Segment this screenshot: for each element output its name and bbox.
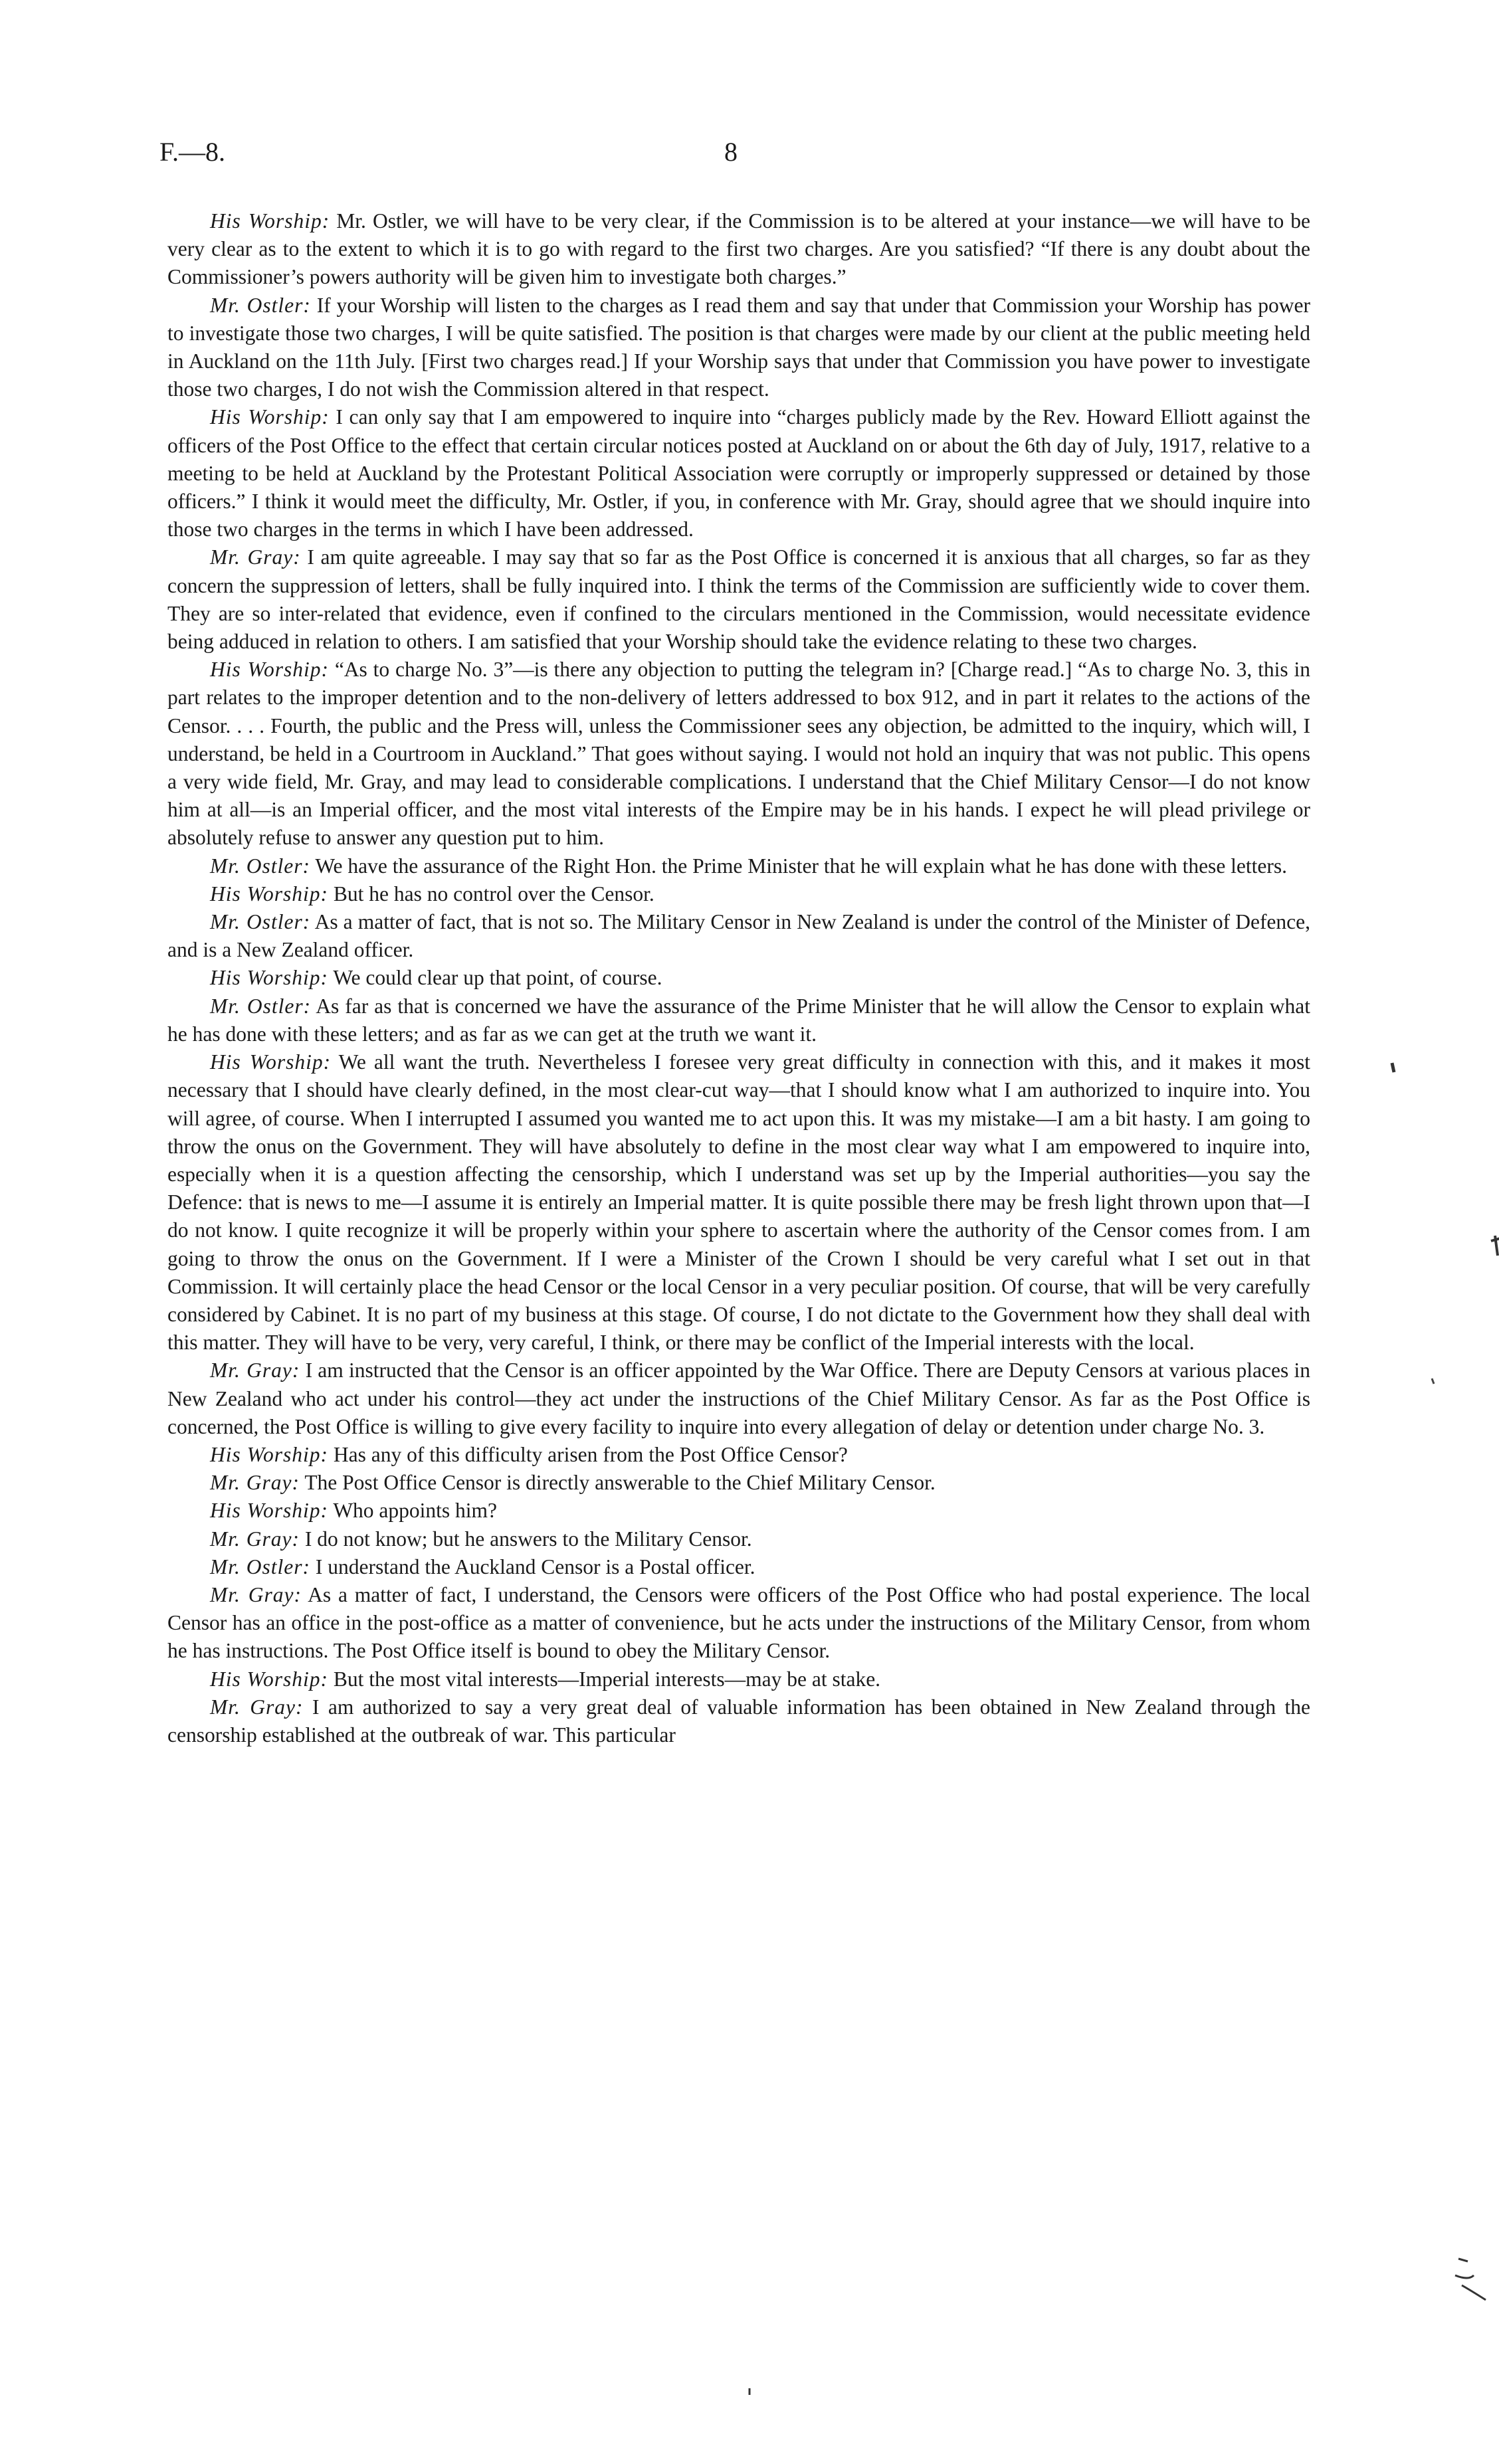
speaker: Mr. Ostler: (210, 1555, 310, 1578)
paragraph-text: “As to charge No. 3”—is there any objection to putting the telegram in? [Charge read.] “As to charge No. 3, this in part relates to the improper detention and to the non-delivery of letters addressed to box 912, and in part it relates to the actions of the Censor. . . . Fourth, the public and the Press will, unless the Commissioner sees any objection, be admitted to the inquiry, which will, I understand, be held in a Courtroom in Auckland.” That goes without saying. I would not hold an inquiry that was not public. This opens a very wide field, Mr. Gray, and may lead to considerable complications. I understand that the Chief Military Censor—I do not know him at all—is an Imperial officer, and the most vital interests of the Empire may be in his hands. I expect he will plead privilege or absolutely refuse to answer any question put to him. (167, 658, 1310, 850)
speaker: Mr. Gray: (210, 1582, 302, 1606)
speaker: His Worship: (210, 405, 330, 429)
speaker: His Worship: (210, 1050, 332, 1074)
paragraph (167, 1581, 1310, 1665)
paragraph-text: The Post Office Censor is directly answerable to the Chief Military Censor. (304, 1471, 936, 1495)
paragraph (167, 1525, 1310, 1553)
speaker: Mr. Ostler: (210, 293, 311, 317)
speaker: Mr. Gray: (210, 545, 301, 569)
speaker: Mr. Gray: (210, 1471, 300, 1495)
paragraph-text: Who appoints him? (333, 1499, 498, 1523)
paragraph (167, 1693, 1310, 1749)
paragraph (167, 207, 1310, 292)
margin-mark (1392, 1063, 1394, 1072)
page-header (159, 136, 1302, 176)
paragraph (167, 543, 1310, 656)
paragraph-text: But he has no control over the Censor. (333, 882, 654, 905)
speaker: Mr. Ostler: (210, 854, 310, 878)
margin-mark (1491, 1236, 1499, 1256)
paragraph-text: As far as that is concerned we have the assurance of the Prime Minister that he will allow the Censor to explain what he has done with these letters; and as far as we can get at the truth we want it. (167, 994, 1310, 1046)
paragraph (167, 1553, 1310, 1581)
paragraph (167, 1497, 1310, 1525)
paragraph-text: I do not know; but he answers to the Military Censor. (304, 1527, 752, 1551)
speaker: His Worship: (210, 1667, 328, 1691)
speaker: His Worship: (210, 658, 329, 682)
paragraph (167, 292, 1310, 404)
paragraph (167, 1441, 1310, 1469)
paragraph-text: I understand the Auckland Censor is a Postal officer. (315, 1555, 755, 1578)
speaker: His Worship: (210, 966, 328, 990)
speaker: Mr. Ostler: (210, 910, 311, 934)
document-reference: F.—8. (159, 137, 226, 167)
speaker: His Worship: (210, 1499, 328, 1523)
paragraph-text: As a matter of fact, that is not so. The Military Censor in New Zealand is under the control of the Minister of Defence, and is a New Zealand officer. (167, 910, 1311, 962)
paragraph (167, 1665, 1310, 1693)
page-number: 8 (724, 137, 738, 167)
paragraph-text: Mr. Ostler, we will have to be very clear, if the Commission is to be altered at your instance—we will have to be very clear as to the extent to which it is to go with regard to the first two charges. Are you satisfied? “If there is any doubt about the Commissioner’s powers authority will be given him to investigate both charges.” (167, 209, 1311, 289)
margin-mark (1455, 2259, 1486, 2300)
paragraph-text: We have the assurance of the Right Hon. the Prime Minister that he will explain what he has done with these letters. (315, 854, 1288, 878)
speaker: Mr. Ostler: (210, 994, 312, 1018)
paragraph-text: I am instructed that the Censor is an officer appointed by the War Office. There are Deputy Censors at various places in New Zealand who act under his control—they act under the instructions of the Chief Military Censor. As far as the Post Office is concerned, the Post Office is willing to give every facility to inquire into every allegation of delay or detention under charge No. 3. (167, 1359, 1310, 1438)
paragraph-text: If your Worship will listen to the charges as I read them and say that under that Commission your Worship has power to investigate those two charges, I will be quite satisfied. The position is that charges were made by our client at the public meeting held in Auckland on the 11th July. [First two charges read.] If your Worship says that under that Commission you have power to investigate those two charges, I do not wish the Commission altered in that respect. (167, 293, 1311, 401)
paragraph (167, 403, 1310, 543)
paragraph (167, 656, 1310, 852)
paragraph-text: I am authorized to say a very great deal of valuable information has been obtained in New Zealand through the censorship established at the outbreak of war. This particular (167, 1695, 1311, 1747)
paragraph-text: Has any of this difficulty arisen from the Post Office Censor? (333, 1442, 848, 1466)
speaker: Mr. Gray: (210, 1695, 304, 1719)
speaker: Mr. Gray: (210, 1359, 300, 1382)
paragraph (167, 1048, 1310, 1357)
paragraph-text: I can only say that I am empowered to inquire into “charges publicly made by the Rev. Howard Elliott against the officers of the Post Office to the effect that certain circular notices posted at Auckland on or about the 6th day of July, 1917, relative to a meeting to be held at Auckland by the Protestant Political Association were corruptly or improperly suppressed or detained by those officers.” I think it would meet the difficulty, Mr. Ostler, if you, in conference with Mr. Gray, should agree that we should inquire into those two charges in the terms in which I have been addressed. (167, 405, 1310, 541)
paragraph (167, 852, 1310, 880)
speaker: His Worship: (210, 1442, 328, 1466)
paragraph-text: We could clear up that point, of course. (333, 966, 662, 990)
paragraph (167, 880, 1310, 908)
paragraph-text: I am quite agreeable. I may say that so far as the Post Office is concerned it is anxious that all charges, so far as they concern the suppression of letters, shall be fully inquired into. I think the terms of the Commission are sufficiently wide to cover them. They are so inter-related that evidence, even if confined to the circulars mentioned in the Commission, would necessitate evidence being adduced in relation to others. I am satisfied that your Worship should take the evidence relating to these two charges. (167, 545, 1311, 654)
paragraph-text: But the most vital interests—Imperial interests—may be at stake. (333, 1667, 881, 1691)
speaker: Mr. Gray: (210, 1527, 300, 1551)
paragraph (167, 908, 1310, 964)
speaker: His Worship: (210, 882, 328, 905)
paragraph-text: We all want the truth. Nevertheless I foresee very great difficulty in connection with this, and it makes it most necessary that I should have clearly defined, in the most clear-cut way—that I should know what I am authorized to inquire into. You will agree, of course. When I interrupted I assumed you wanted me to act upon this. It was my mistake—I am a bit hasty. I am going to throw the onus on the Government. They will have absolutely to define in the most clear way what I am empowered to inquire into, especially when it is a question affecting the censorship, which I understand was set up by the Imperial authorities—you say the Defence: that is news to me—I assume it is entirely an Imperial matter. It is quite possible there may be fresh light thrown upon that—I do not know. I quite recognize it will be properly within your sphere to ascertain where the authority of the Censor comes from. I am going to throw the onus on the Government. If I were a Minister of the Crown I should be very careful what I set out in that Commission. It will certainly place the head Censor or the local Censor in a very peculiar position. Of course, that will be very carefully considered by Cabinet. It is no part of my business at this stage. Of course, I do not dictate to the Government how they shall deal with this matter. They will have to be very, very careful, I think, or there may be conflict of the Imperial interests with the local. (167, 1050, 1310, 1355)
paragraph (167, 1469, 1310, 1497)
speaker: His Worship: (210, 209, 330, 233)
paragraph (167, 1357, 1310, 1441)
paragraph-text: As a matter of fact, I understand, the Censors were officers of the Post Office who had postal experience. The local Censor has an office in the post-office as a matter of convenience, but he acts under the instructions of the Military Censor, from whom he has instructions. The Post Office itself is bound to obey the Military Censor. (167, 1582, 1310, 1663)
paragraph (167, 964, 1310, 992)
margin-mark (1432, 1378, 1434, 1384)
paragraph (167, 993, 1310, 1048)
transcript-body (167, 207, 1310, 1749)
